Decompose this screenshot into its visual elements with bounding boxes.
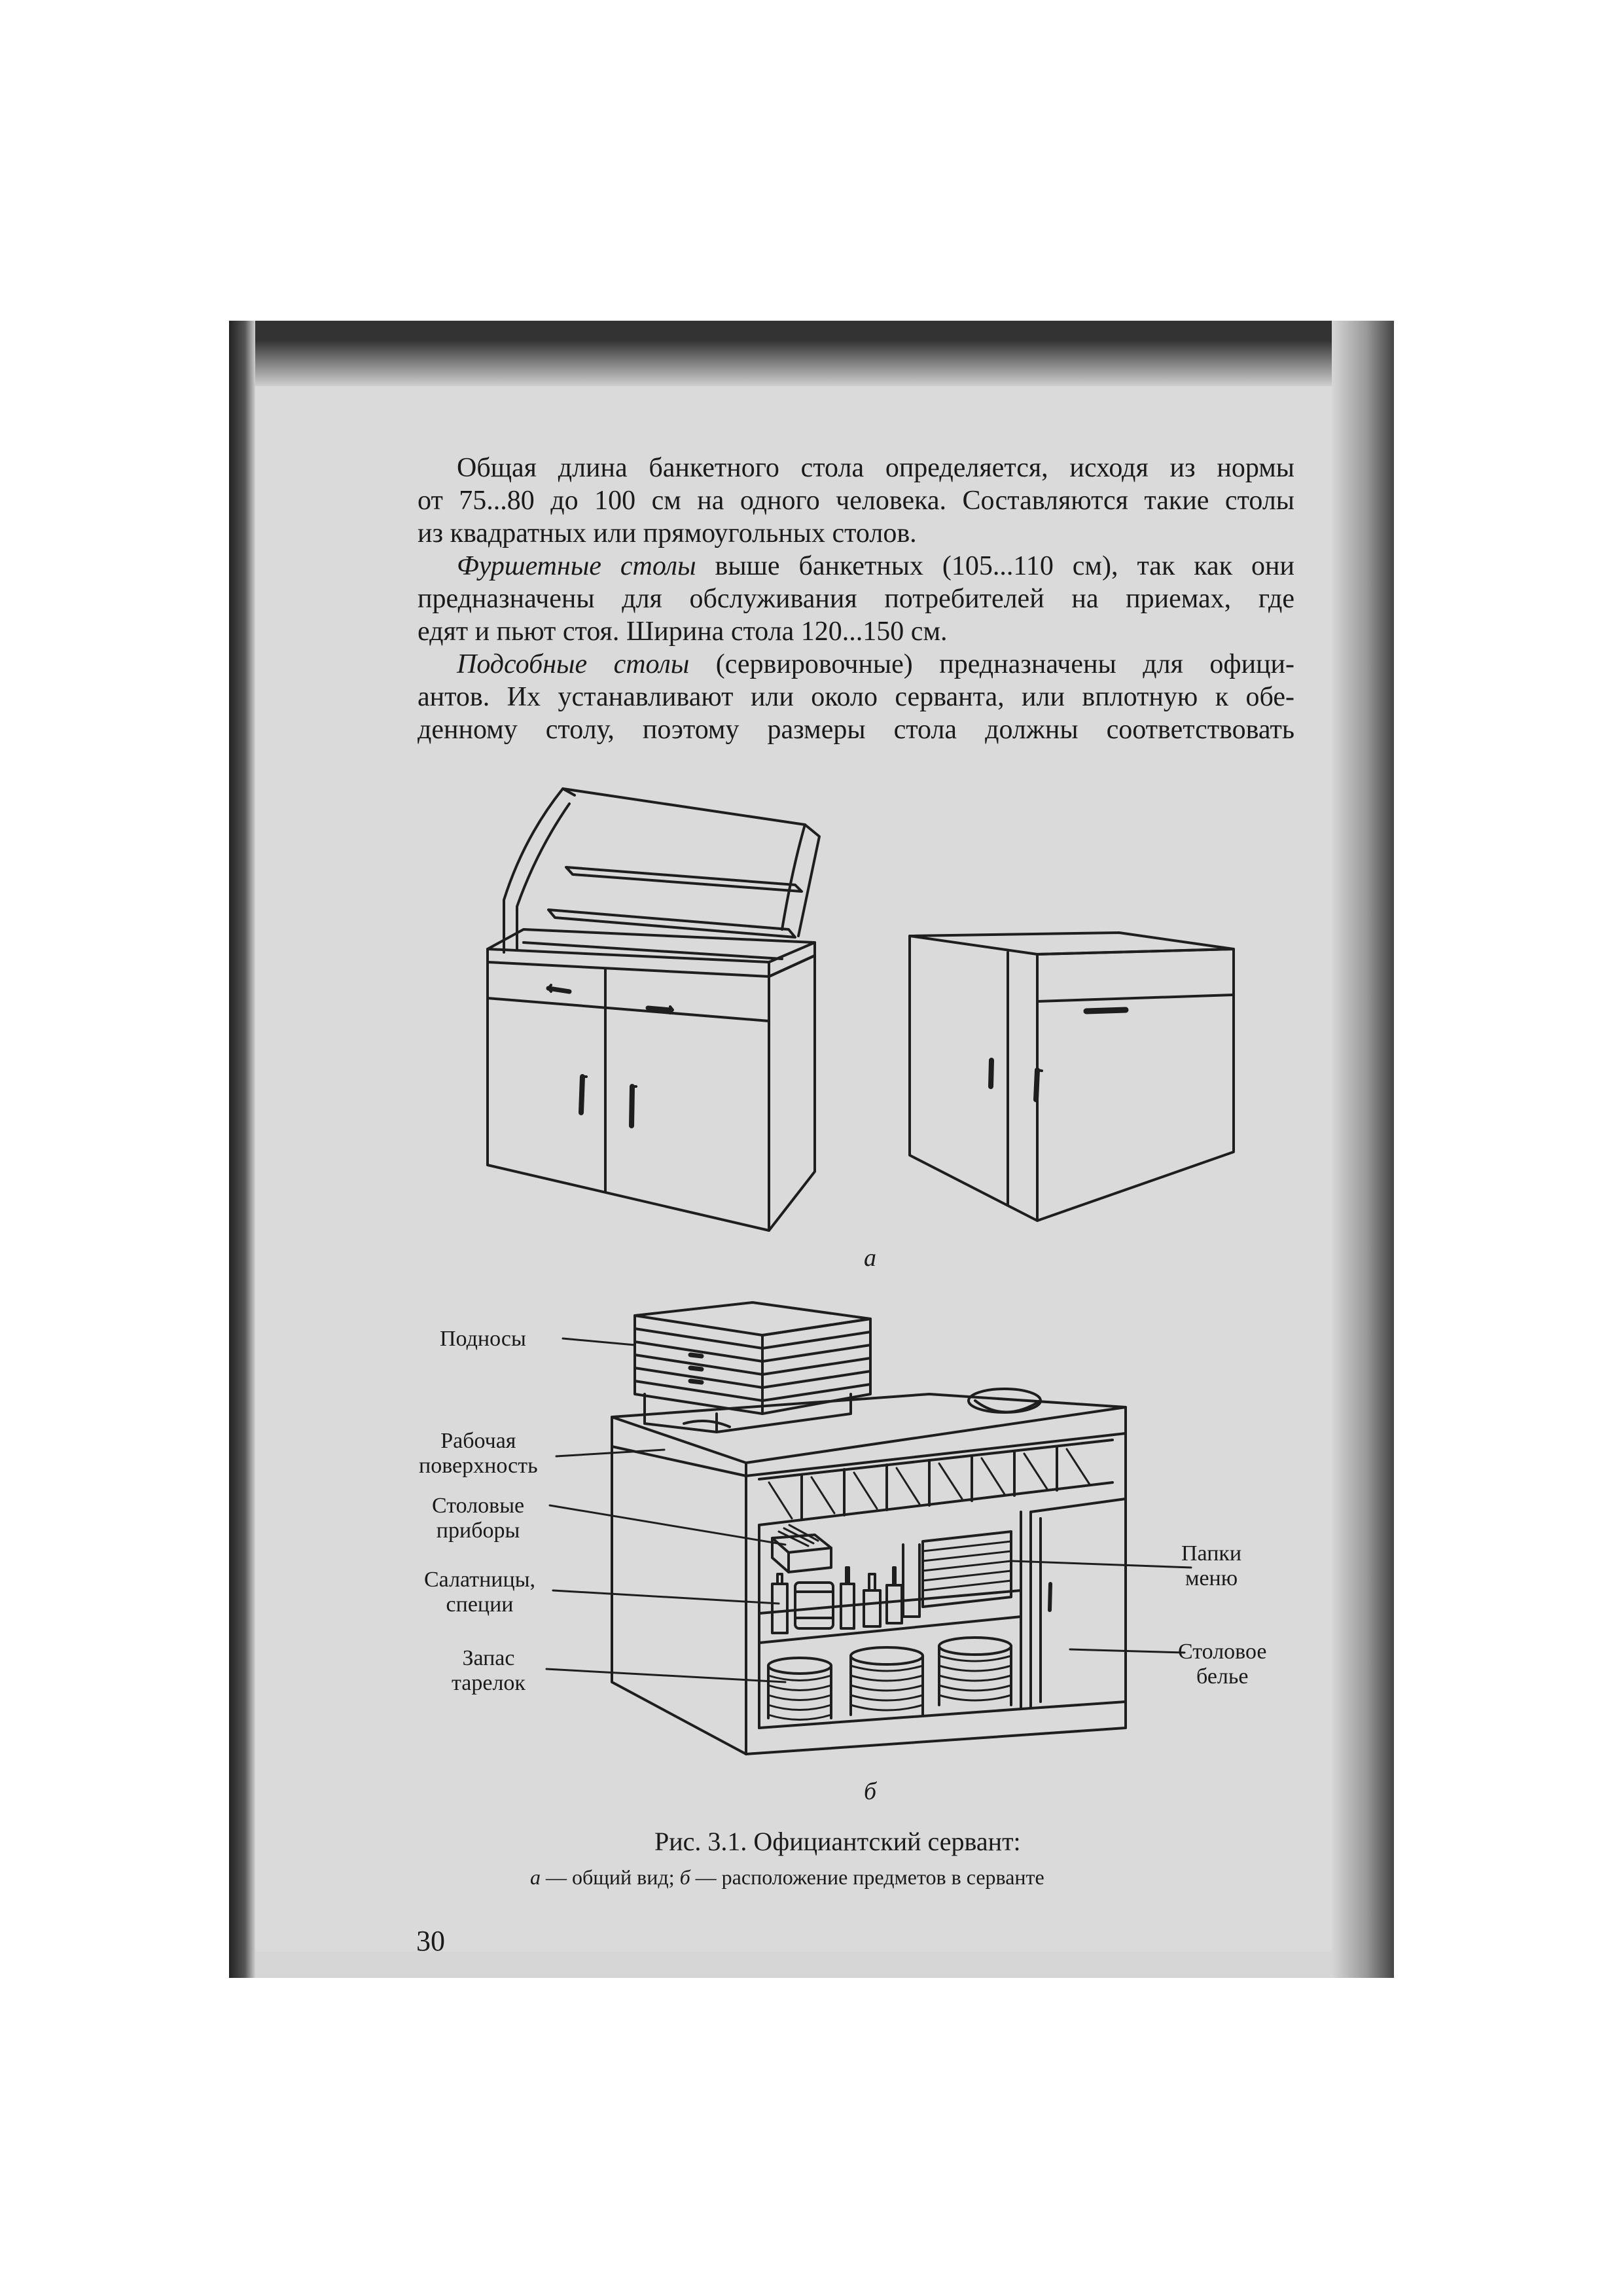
page-number: 30 [416, 1925, 445, 1957]
term-italic: Фуршетные столы [457, 551, 696, 581]
figure-caption-title: Рис. 3.1. Официантский сервант: [654, 1827, 1021, 1856]
text-line: от 75...80 до 100 см на одного человека. Составляются такие столы [418, 486, 1294, 516]
cabinet-drawing [910, 933, 1234, 1221]
label-salad-spices [424, 1568, 535, 1617]
label-cutlery [432, 1494, 524, 1543]
label-plates-stock [452, 1646, 526, 1696]
label-table-linen [1178, 1640, 1267, 1689]
label-text: Папки [1181, 1541, 1242, 1566]
label-text: специи [446, 1592, 514, 1617]
figure-sublabel-b: б [864, 1778, 877, 1805]
caption-letter-b: б [679, 1865, 690, 1889]
label-text: тарелок [452, 1671, 526, 1695]
label-text: меню [1185, 1566, 1238, 1590]
caption-letter-a: а [530, 1865, 541, 1889]
label-text: Столовое [1178, 1640, 1267, 1664]
text-line: из квадратных или прямоугольных столов. [418, 518, 917, 548]
text-line: антов. Их устанавливают или около серванта, или вплотную к обе- [418, 682, 1294, 712]
label-text: Подносы [440, 1327, 526, 1351]
label-work-surface [419, 1429, 538, 1479]
caption-text-b: — расположение предметов в серванте [690, 1865, 1044, 1889]
text-line: предназначены для обслуживания потребителей на приемах, где [418, 584, 1294, 614]
figure-sublabel-a: а [864, 1244, 876, 1272]
figure-caption-legend [530, 1865, 1044, 1890]
label-text: приборы [436, 1518, 520, 1543]
text-line: денному столу, поэтому размеры стола должны соответствовать [418, 715, 1294, 745]
plate-stacks [768, 1638, 1011, 1720]
label-trays [440, 1327, 526, 1352]
caption-text-a: — общий вид; [541, 1865, 680, 1889]
term-italic: Подсобные столы [457, 649, 690, 679]
label-text: Рабочая [440, 1429, 516, 1453]
label-menu-folders [1181, 1541, 1241, 1591]
text-run: (сервировочные) предназначены для офици- [689, 649, 1295, 679]
text-line: Общая длина банкетного стола определяется, исходя из нормы [457, 453, 1294, 483]
label-text: Салатницы, [424, 1568, 536, 1592]
text-line: едят и пьют стоя. Ширина стола 120...150 см. [418, 617, 948, 647]
label-text: Запас [462, 1646, 515, 1670]
label-text: белье [1196, 1664, 1249, 1689]
label-text: поверхность [419, 1454, 538, 1478]
sideboard-with-shelves-drawing [488, 789, 819, 1230]
label-text: Столовые [432, 1494, 525, 1518]
text-run: выше банкетных (105...110 см), так как они [696, 551, 1294, 581]
